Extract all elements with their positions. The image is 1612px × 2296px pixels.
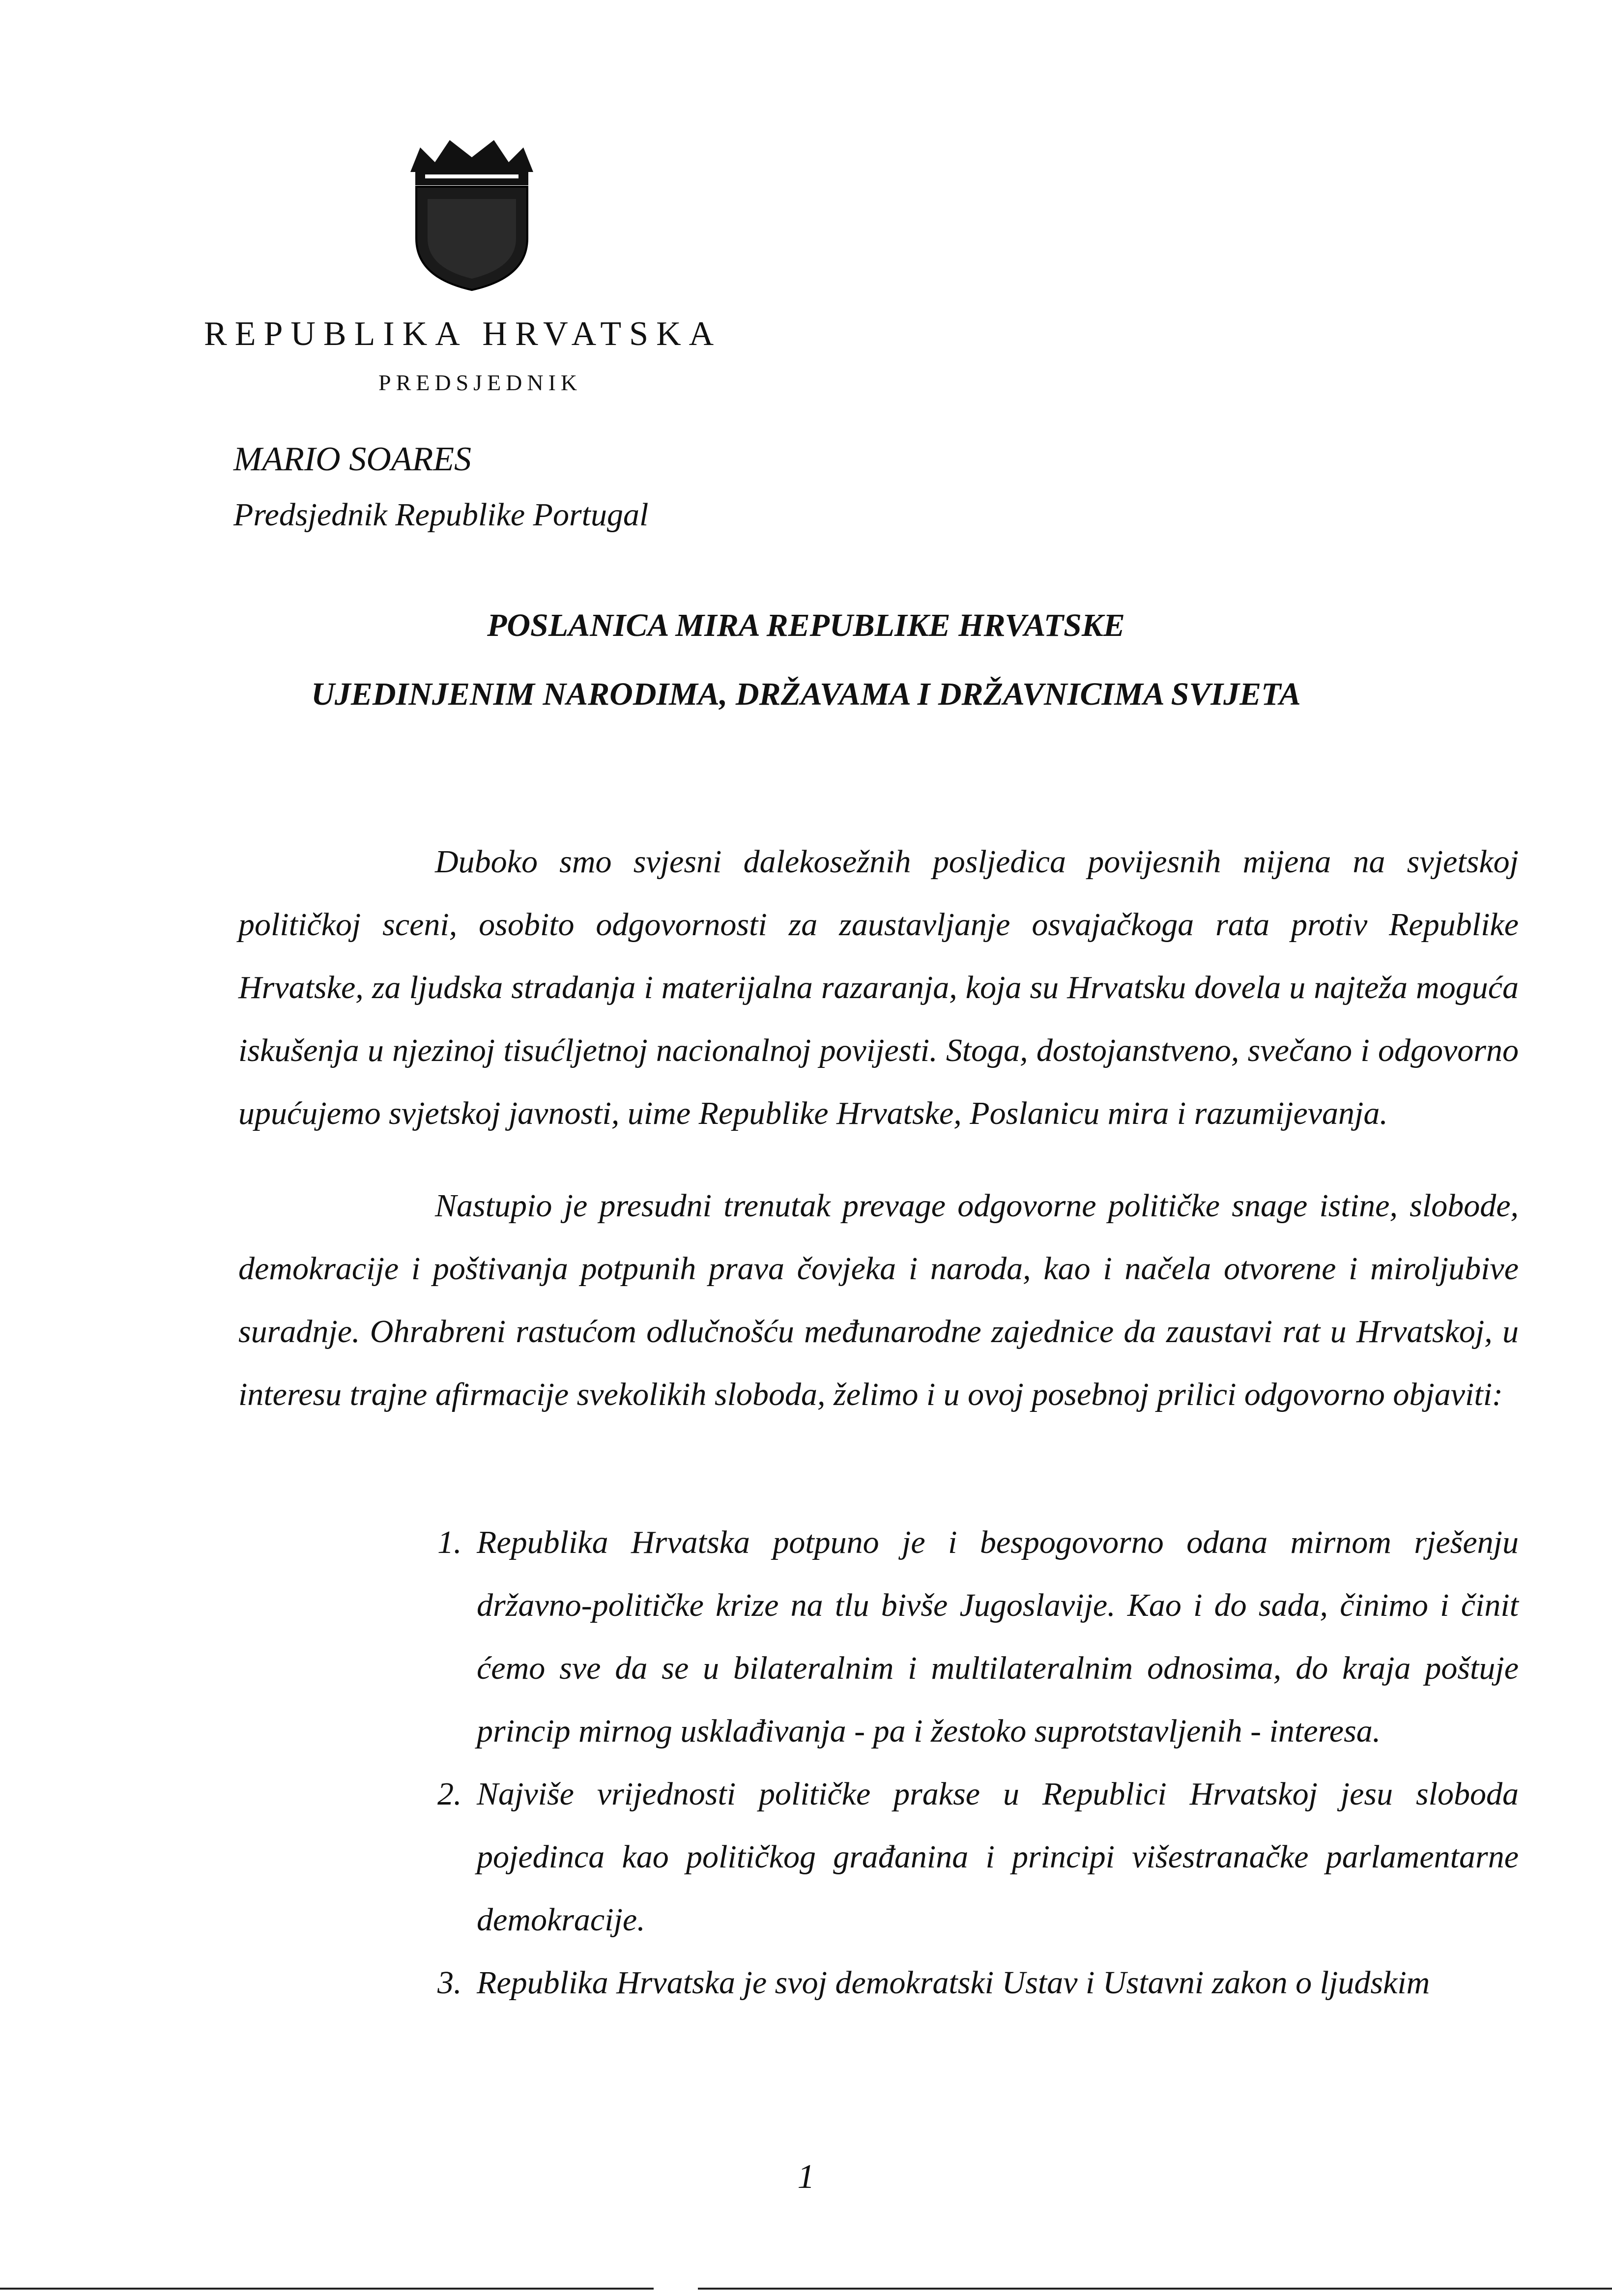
- document-title-line-1: POSLANICA MIRA REPUBLIKE HRVATSKE: [487, 607, 1125, 643]
- page-number: 1: [797, 2158, 815, 2196]
- list-item-text: Najviše vrijednosti političke prakse u Republici Hrvatskoj jesu sloboda pojedinca kao političkog građanina i principi višestranačke parlamentarne demokracije.: [477, 1776, 1519, 1938]
- paragraph-text: Duboko smo svjesni dalekosežnih posljedica povijesnih mijena na svjetskoj političkoj sceni, osobito odgovornosti za zaustavljanje osvajačkoga rata protiv Republike Hrvatske, za ljudska stradanja i materijalna razaranja, koja su Hrvatsku dovela u najteža moguća iskušenja u njezinoj tisućljetnoj nacionalnoj povijesti. Stoga, dostojanstveno, svečano i odgovorno upućujemo svjetskoj javnosti, uime Republike Hrvatske, Poslanicu mira i razumijevanja.: [238, 844, 1519, 1131]
- paragraph-1: [238, 831, 1519, 1145]
- list-item-number: 2.: [437, 1776, 462, 1812]
- footer-rule-gap: [654, 2285, 698, 2292]
- list-item: [437, 1952, 1519, 2014]
- paragraph-text: Nastupio je presudni trenutak prevage odgovorne političke snage istine, slobode, demokracije i poštivanja potpunih prava čovjeka i naroda, kao i načela otvorene i miroljubive suradnje. Ohrabreni rastućom odlučnošću međunarodne zajednice da zaustavi rat u Hrvatskoj, u interesu trajne afirmacije svekolikih sloboda, želimo i u ovoj posebnoj prilici odgovorno objaviti:: [238, 1188, 1519, 1412]
- office-heading: PREDSJEDNIK: [378, 370, 582, 395]
- list-item-text: Republika Hrvatska je svoj demokratski Ustav i Ustavni zakon o ljudskim: [477, 1965, 1430, 2001]
- paragraph-2: [238, 1175, 1519, 1426]
- document-title-line-2: UJEDINJENIM NARODIMA, DRŽAVAMA I DRŽAVNICIMA SVIJETA: [311, 676, 1301, 712]
- list-item-number: 3.: [437, 1965, 462, 2001]
- list-item: [437, 1763, 1519, 1952]
- country-heading: REPUBLIKA HRVATSKA: [204, 315, 722, 353]
- list-item-text: Republika Hrvatska potpuno je i bespogovorno odana mirnom rješenju državno-političke krize na tlu bivše Jugoslavije. Kao i do sada, činimo i činit ćemo sve da se u bilateralnim i multilateralnim odnosima, do kraja poštuje princip mirnog usklađivanja - pa i žestoko suprotstavljenih - interesa.: [477, 1524, 1519, 1749]
- addressee-title: Predsjednik Republike Portugal: [233, 497, 649, 533]
- list-item: [437, 1511, 1519, 1763]
- croatian-coat-of-arms-icon: [405, 125, 538, 292]
- list-item-number: 1.: [437, 1524, 462, 1560]
- footer-rule: [0, 2288, 1612, 2290]
- addressee-name: MARIO SOARES: [233, 440, 472, 478]
- numbered-points-list: [437, 1511, 1519, 2014]
